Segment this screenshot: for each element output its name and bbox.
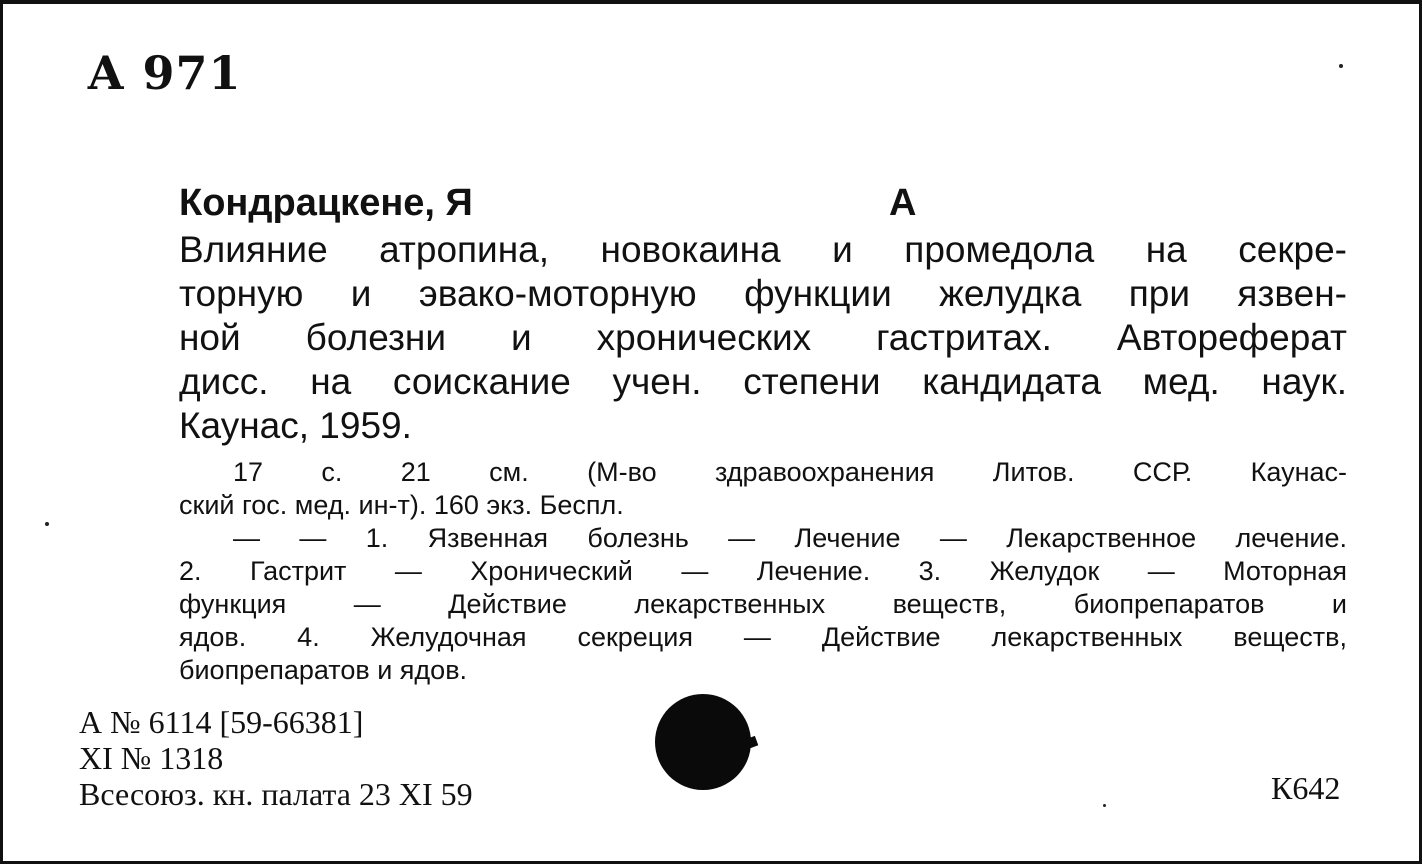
title-line: торную и эвако-моторную функции желудка при язвен- (179, 273, 1347, 314)
shelf-mark: А 971 (87, 46, 242, 100)
accession-number: А № 6114 [59-66381] (79, 704, 364, 740)
author-initial: А (889, 182, 917, 224)
card-footer (79, 704, 473, 812)
registry-stamp: Всесоюз. кн. палата 23 XI 59 (79, 776, 473, 812)
subject-heading-line: — — 1. Язвенная болезнь — Лечение — Лекарственное лечение. (233, 523, 1347, 553)
subject-heading-line: функция — Действие лекарственных веществ, биопрепаратов и (179, 589, 1347, 619)
title-line: дисс. на соискание учен. степени кандидата мед. наук. (179, 361, 1347, 402)
index-code: К642 (1271, 770, 1341, 806)
description-block (179, 456, 1347, 687)
title-line: Влияние атропина, новокаина и промедола на секре- (179, 229, 1347, 270)
issue-number: XI № 1318 (79, 740, 224, 776)
subject-heading-line: 2. Гастрит — Хронический — Лечение. 3. Желудок — Моторная (179, 556, 1347, 586)
subject-heading-line: ядов. 4. Желудочная секреция — Действие лекарственных веществ, (179, 622, 1347, 652)
title-line: Каунас, 1959. (179, 405, 412, 446)
title-block (179, 228, 1347, 448)
ink-speck (45, 522, 49, 526)
physical-description-line: ский гос. мед. ин-т). 160 экз. Беспл. (179, 490, 624, 520)
physical-description-line: 17 с. 21 см. (М-во здравоохранения Литов. ССР. Каунас- (233, 457, 1347, 487)
card-punch-hole (655, 694, 751, 790)
ink-speck (1103, 804, 1106, 807)
author-name: Кондрацкене, Я (179, 182, 473, 224)
ink-speck (1339, 64, 1343, 68)
subject-heading-line: биопрепаратов и ядов. (179, 655, 468, 685)
title-line: ной болезни и хронических гастритах. Автореферат (179, 317, 1347, 358)
